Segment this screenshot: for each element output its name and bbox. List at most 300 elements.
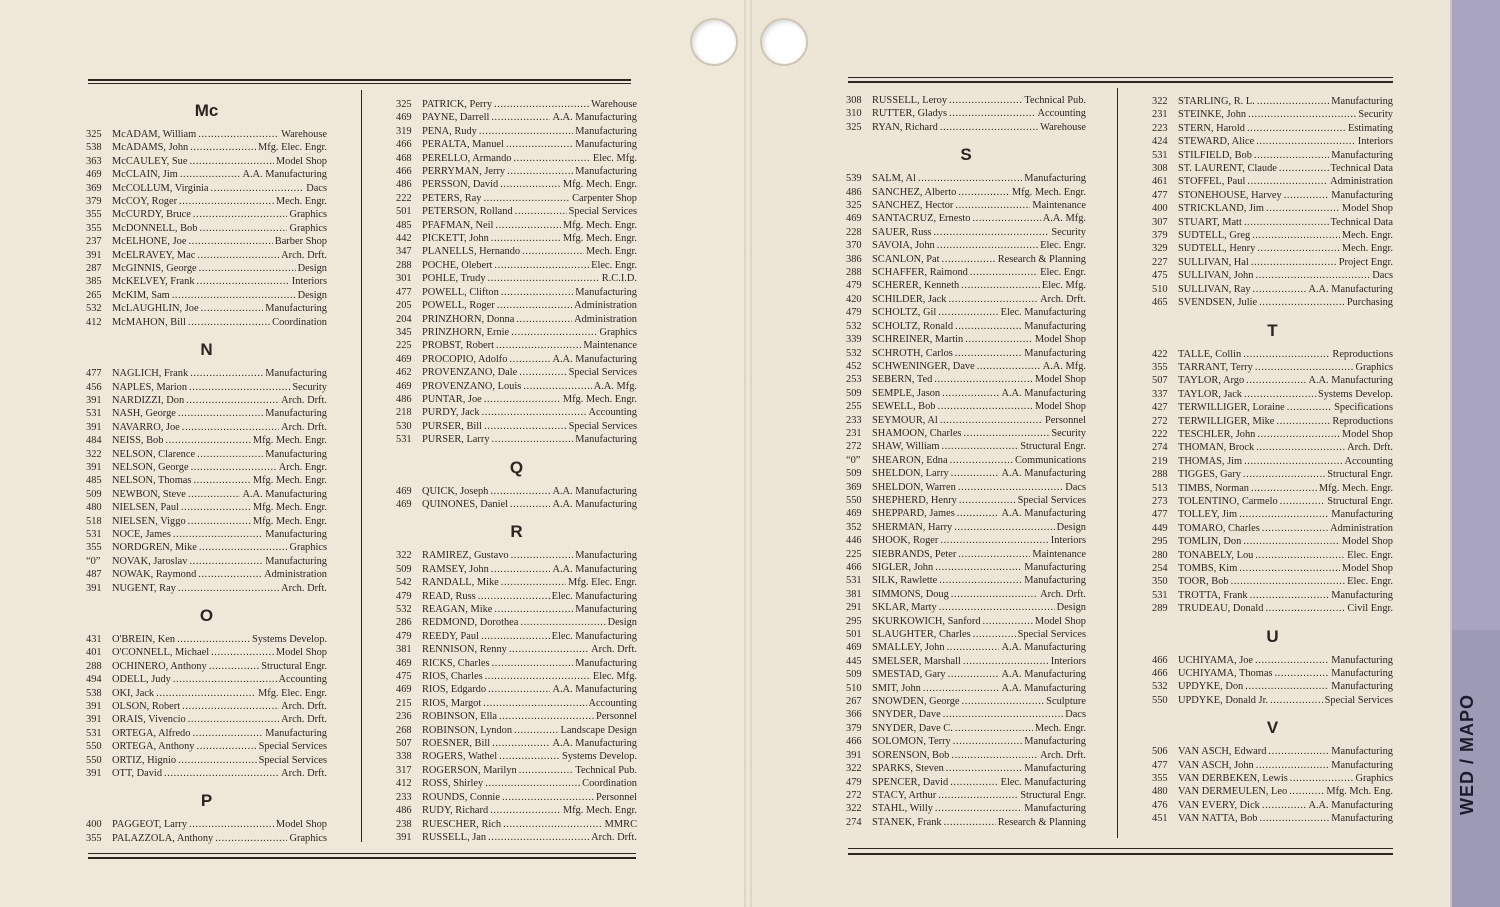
room-number: 461 [1152, 176, 1168, 188]
directory-entry [846, 494, 1086, 507]
room-number: 469 [396, 112, 412, 124]
section-heading: T [1267, 320, 1278, 340]
employee-name: NEWBON, Steve [112, 488, 186, 500]
department: Interiors [1050, 655, 1086, 667]
room-number: 355 [86, 832, 102, 844]
leader-dots [973, 628, 1016, 641]
room-number: 532 [1152, 681, 1168, 693]
employee-name: UCHIYAMA, Joe [1178, 654, 1254, 666]
leader-dots [197, 740, 257, 753]
department: Dacs [1065, 481, 1086, 493]
department: Special Services [568, 206, 637, 218]
department: A.A. Manufacturing [552, 112, 637, 124]
department: Model Shop [1034, 401, 1086, 413]
leader-dots [1231, 575, 1346, 588]
department: Elec. Mfg. [592, 671, 637, 683]
department: Systems Develop. [1317, 388, 1393, 400]
employee-name: OKI, Jack [112, 687, 155, 699]
department: Arch. Drft. [281, 394, 327, 406]
leader-dots [1244, 455, 1342, 468]
leader-dots [190, 141, 256, 154]
leader-dots [484, 393, 561, 406]
employee-name: PRINZHORN, Ernie [422, 326, 510, 338]
employee-name: UPDYKE, Don [1178, 681, 1244, 693]
room-number: 501 [846, 629, 862, 641]
room-number: 355 [1152, 773, 1168, 785]
directory-entry [1152, 602, 1393, 615]
room-number: 531 [86, 528, 102, 540]
department: Manufacturing [265, 303, 327, 315]
employee-name: SIEBRANDS, Peter [872, 548, 957, 560]
department: Model Shop [1034, 615, 1086, 627]
directory-entry [396, 563, 637, 576]
room-number: 274 [1152, 442, 1168, 454]
leader-dots [519, 366, 566, 379]
room-number: 480 [86, 502, 102, 514]
directory-column-3 [846, 94, 1086, 829]
employee-name: McCOLLUM, Virginia [112, 182, 209, 194]
room-number: 233 [846, 414, 862, 426]
employee-name: REDMOND, Dorothea [422, 617, 519, 629]
leader-dots [485, 670, 591, 683]
department: Arch. Drft. [1040, 749, 1086, 761]
room-number: 308 [846, 95, 862, 106]
employee-name: SHAW, William [872, 441, 940, 453]
directory-entry [1152, 799, 1393, 812]
employee-name: ROBINSON, Lyndon [422, 724, 513, 736]
directory-entry [1152, 495, 1393, 508]
directory-entry [1152, 441, 1393, 454]
directory-entry [86, 767, 327, 780]
employee-name: PALAZZOLA, Anthony [112, 832, 214, 844]
room-number: 369 [86, 182, 102, 194]
room-number: 273 [1152, 495, 1168, 507]
employee-name: NEISS, Bob [112, 435, 164, 447]
directory-entry [86, 488, 327, 501]
directory-entry [846, 708, 1086, 721]
room-number: 469 [396, 657, 412, 669]
leader-dots [1255, 361, 1354, 374]
leader-dots [483, 697, 586, 710]
department: Manufacturing [1331, 654, 1393, 666]
leader-dots [1245, 680, 1329, 693]
leader-dots [1257, 242, 1340, 255]
directory-entry [846, 802, 1086, 815]
employee-name: SMALLEY, John [872, 642, 945, 654]
room-number: 291 [846, 602, 862, 614]
department: Graphics [289, 542, 327, 554]
room-number: 325 [86, 129, 102, 140]
directory-entry [1152, 745, 1393, 758]
directory-column-1 [86, 90, 327, 845]
leader-dots [201, 302, 264, 315]
leader-dots [209, 660, 260, 673]
employee-name: SCHAFFER, Raimond [872, 267, 968, 279]
leader-dots [507, 165, 573, 178]
employee-name: REEDY, Paul [422, 630, 479, 642]
leader-dots [1256, 759, 1330, 772]
leader-dots [188, 515, 251, 528]
employee-name: RUSSELL, Leroy [872, 95, 948, 106]
room-number: 295 [846, 615, 862, 627]
room-number: 381 [846, 588, 862, 600]
room-number: 355 [1152, 361, 1168, 373]
department: Manufacturing [575, 550, 637, 562]
leader-dots [482, 406, 587, 419]
directory-entry [396, 590, 637, 603]
directory-entry [86, 515, 327, 528]
employee-name: SEBERN, Ted [872, 374, 933, 386]
room-number: 401 [86, 647, 102, 659]
room-number: 322 [846, 763, 862, 775]
room-number: 531 [396, 434, 412, 446]
department: Graphics [1355, 361, 1393, 373]
directory-entry [846, 427, 1086, 440]
department: Special Services [1017, 629, 1086, 641]
employee-name: PUNTAR, Joe [422, 393, 482, 405]
leader-dots [1243, 348, 1330, 361]
leader-dots [957, 507, 1000, 520]
department: Carpenter Shop [572, 192, 637, 204]
employee-name: OLSON, Robert [112, 701, 181, 713]
employee-name: TIMBS, Norman [1178, 482, 1249, 494]
leader-dots [983, 615, 1033, 628]
employee-name: McADAMS, John [112, 142, 189, 154]
leader-dots [1259, 296, 1345, 309]
room-number: 513 [1152, 482, 1168, 494]
room-number: 272 [1152, 415, 1168, 427]
room-number: 307 [1152, 216, 1168, 228]
room-number: 469 [396, 380, 412, 392]
employee-name: McKELVEY, Frank [112, 276, 195, 288]
room-number: 469 [396, 353, 412, 365]
directory-entry [846, 440, 1086, 453]
leader-dots [1246, 374, 1306, 387]
book-spine [744, 0, 752, 907]
employee-name: SLAUGHTER, Charles [872, 629, 971, 641]
leader-dots [499, 710, 594, 723]
room-number: 466 [1152, 654, 1168, 666]
directory-entry [1152, 680, 1393, 693]
department: Coordination [582, 778, 637, 790]
directory-entry [846, 548, 1086, 561]
department: A.A. Manufacturing [242, 488, 327, 500]
directory-entry [846, 239, 1086, 252]
employee-name: McMAHON, Bill [112, 316, 186, 328]
department: Purchasing [1346, 297, 1393, 309]
room-number: 317 [396, 764, 412, 776]
room-number: 379 [86, 196, 102, 208]
department: Special Services [568, 367, 637, 379]
room-number: 479 [396, 630, 412, 642]
section-heading: S [960, 145, 972, 165]
room-number: 370 [846, 240, 862, 252]
department: Security [1051, 427, 1086, 439]
room-number: 227 [1152, 256, 1168, 268]
employee-name: POWELL, Roger [422, 300, 495, 312]
employee-name: PICKETT, John [422, 233, 489, 245]
leader-dots [186, 394, 279, 407]
department: Graphics [1355, 773, 1393, 785]
leader-dots [178, 582, 279, 595]
directory-entry [846, 253, 1086, 266]
directory-entry [86, 367, 327, 380]
department: Mfg. Elec. Engr. [568, 577, 637, 589]
department: A.A. Mfg. [1042, 213, 1086, 225]
leader-dots [1252, 229, 1340, 242]
employee-name: McCURDY, Bruce [112, 209, 191, 221]
department: Model Shop [275, 819, 327, 831]
directory-entry [396, 353, 637, 366]
employee-name: RANDALL, Mike [422, 577, 499, 589]
directory-entry [396, 125, 637, 138]
directory-entry [846, 655, 1086, 668]
employee-name: NUGENT, Ray [112, 582, 176, 594]
leader-dots [942, 253, 996, 266]
leader-dots [188, 713, 279, 726]
room-number: 475 [396, 671, 412, 683]
leader-dots [497, 299, 572, 312]
leader-dots [958, 186, 1010, 199]
directory-entry [396, 299, 637, 312]
leader-dots [523, 380, 591, 393]
leader-dots [935, 802, 1022, 815]
employee-name: STRICKLAND, Jim [1178, 203, 1265, 215]
employee-name: TOLENTINO, Carmelo [1178, 495, 1278, 507]
department: Barber Shop [274, 236, 327, 248]
directory-entry [1152, 415, 1393, 428]
department: Design [607, 617, 637, 629]
directory-entry [86, 673, 327, 686]
employee-name: PERRYMAN, Jerry [422, 166, 506, 178]
leader-dots [189, 381, 290, 394]
department: Special Services [258, 754, 327, 766]
leader-dots [938, 306, 998, 319]
directory-entry [396, 777, 637, 790]
room-number: 339 [846, 334, 862, 346]
employee-name: UPDYKE, Donald Jr. [1178, 694, 1269, 706]
room-number: 288 [846, 267, 862, 279]
department: Model Shop [1034, 334, 1086, 346]
directory-entry [1152, 361, 1393, 374]
department: Mfg. Mech. Engr. [252, 515, 327, 527]
leader-dots [522, 245, 584, 258]
department: Manufacturing [1024, 320, 1086, 332]
employee-name: OTT, David [112, 768, 163, 780]
employee-name: ROGERSON, Marilyn [422, 764, 517, 776]
employee-name: ROESNER, Bill [422, 738, 491, 750]
department: A.A. Mfg. [1042, 360, 1086, 372]
employee-name: RIOS, Margot [422, 697, 482, 709]
directory-entry [86, 168, 327, 181]
department: Graphics [599, 326, 637, 338]
directory-entry [1152, 455, 1393, 468]
leader-dots [189, 155, 273, 168]
leader-dots [949, 107, 1035, 120]
department: Mech. Engr. [585, 246, 637, 258]
leader-dots [965, 333, 1033, 346]
department: Personnel [596, 791, 637, 803]
leader-dots [156, 687, 256, 700]
directory-entry [86, 381, 327, 394]
directory-entry [86, 407, 327, 420]
department: Manufacturing [1331, 681, 1393, 693]
top-rule-right [848, 77, 1393, 78]
directory-entry [846, 226, 1086, 239]
directory-entry [86, 832, 327, 845]
directory-entry [396, 710, 637, 723]
room-number: 310 [846, 108, 862, 120]
directory-entry [1152, 135, 1393, 148]
leader-dots [514, 724, 558, 737]
department: Maintenance [1032, 200, 1086, 212]
room-number: 233 [396, 791, 412, 803]
leader-dots [955, 199, 1030, 212]
directory-entry [846, 94, 1086, 107]
directory-entry [396, 339, 637, 352]
room-number: 280 [1152, 549, 1168, 561]
room-number: 379 [846, 722, 862, 734]
room-number: 550 [86, 754, 102, 766]
leader-dots [1239, 562, 1340, 575]
leader-dots [500, 178, 561, 191]
department: Structural Engr. [1327, 495, 1393, 507]
room-number: 322 [846, 803, 862, 815]
leader-dots [180, 168, 241, 181]
room-number: 486 [396, 393, 412, 405]
department: Arch. Drft. [281, 768, 327, 780]
department: Accounting [1037, 108, 1086, 120]
directory-entry [846, 373, 1086, 386]
directory-entry [1152, 283, 1393, 296]
room-number: 352 [846, 521, 862, 533]
employee-name: SCHOLTZ, Gil [872, 307, 937, 319]
room-number: 509 [86, 488, 102, 500]
department: Security [1358, 109, 1393, 121]
room-number: 237 [86, 236, 102, 248]
employee-name: SANTACRUZ, Ernesto [872, 213, 971, 225]
room-number: 219 [1152, 455, 1168, 467]
employee-name: STONEHOUSE, Harvey [1178, 189, 1282, 201]
room-number: 424 [1152, 136, 1168, 148]
department: Elec. Manufacturing [551, 590, 637, 602]
room-number: 322 [1152, 96, 1168, 107]
employee-name: TERWILLIGER, Loraine [1178, 402, 1285, 414]
employee-name: O'BREIN, Ken [112, 634, 176, 645]
directory-entry [396, 232, 637, 245]
directory-entry [396, 313, 637, 326]
leader-dots [1257, 428, 1340, 441]
employee-name: SEWELL, Bob [872, 401, 936, 413]
department: Arch. Drft. [1040, 293, 1086, 305]
leader-dots [954, 521, 1054, 534]
leader-dots [947, 641, 1000, 654]
directory-entry [396, 831, 637, 844]
department: Manufacturing [1331, 813, 1393, 825]
leader-dots [1262, 799, 1307, 812]
leader-dots [479, 125, 573, 138]
employee-name: RICKS, Charles [422, 657, 490, 669]
room-number: 272 [846, 789, 862, 801]
leader-dots [188, 488, 241, 501]
room-number: 391 [846, 749, 862, 761]
leader-dots [190, 367, 263, 380]
leader-dots [502, 791, 594, 804]
room-number: 267 [846, 696, 862, 708]
employee-name: ORTIZ, Hignio [112, 754, 177, 766]
department: Graphics [289, 209, 327, 221]
department: Systems Develop. [251, 634, 327, 645]
room-number: 538 [86, 142, 102, 154]
employee-name: PFAFMAN, Neil [422, 219, 494, 231]
leader-dots [941, 440, 1018, 453]
employee-name: RYAN, Richard [872, 121, 938, 133]
leader-dots [211, 182, 305, 195]
room-number: 391 [86, 714, 102, 726]
leader-dots [484, 420, 567, 433]
employee-name: READ, Russ [422, 590, 476, 602]
room-number: 400 [86, 819, 102, 831]
directory-entry [846, 279, 1086, 292]
room-number: 391 [86, 461, 102, 473]
leader-dots [1262, 522, 1328, 535]
department: Technical Pub. [1024, 95, 1086, 106]
room-number: 538 [86, 687, 102, 699]
employee-name: SULLIVAN, John [1178, 270, 1254, 282]
leader-dots [491, 232, 561, 245]
leader-dots [515, 205, 567, 218]
employee-name: NIELSEN, Viggo [112, 515, 186, 527]
room-number: 479 [846, 776, 862, 788]
directory-entry [846, 293, 1086, 306]
department: MMRC [604, 818, 637, 830]
employee-name: NELSON, Thomas [112, 475, 192, 487]
directory-entry [846, 615, 1086, 628]
employee-name: VAN DERMEULEN, Leo [1178, 786, 1288, 798]
directory-entry [396, 326, 637, 339]
department: Arch. Drft. [281, 421, 327, 433]
leader-dots [1279, 162, 1329, 175]
department: Elec. Engr. [1347, 549, 1393, 561]
directory-entry [846, 601, 1086, 614]
room-number: 485 [86, 475, 102, 487]
department: Special Services [1324, 694, 1393, 706]
employee-name: PURSER, Larry [422, 434, 490, 446]
department: Arch. Drft. [591, 831, 637, 843]
room-number: 431 [86, 634, 102, 645]
employee-name: SANCHEZ, Hector [872, 200, 954, 212]
directory-entry [1152, 468, 1393, 481]
employee-name: NAVARRO, Joe [112, 421, 180, 433]
department: Warehouse [591, 99, 637, 110]
directory-entry [396, 576, 637, 589]
employee-name: ORTEGA, Anthony [112, 741, 195, 753]
directory-entry [396, 380, 637, 393]
employee-name: SKLAR, Marty [872, 602, 937, 614]
directory-entry [396, 791, 637, 804]
department: Model Shop [1341, 428, 1393, 440]
room-number: 531 [86, 408, 102, 420]
room-number: 322 [86, 448, 102, 460]
leader-dots [923, 682, 1000, 695]
directory-column-4 [1152, 95, 1393, 826]
department: Mfg. Mech. Engr. [562, 219, 637, 231]
room-number: 345 [396, 326, 412, 338]
leader-dots [970, 266, 1038, 279]
leader-dots [1257, 95, 1329, 108]
employee-name: STEINKE, John [1178, 109, 1247, 121]
directory-entry [396, 420, 637, 433]
